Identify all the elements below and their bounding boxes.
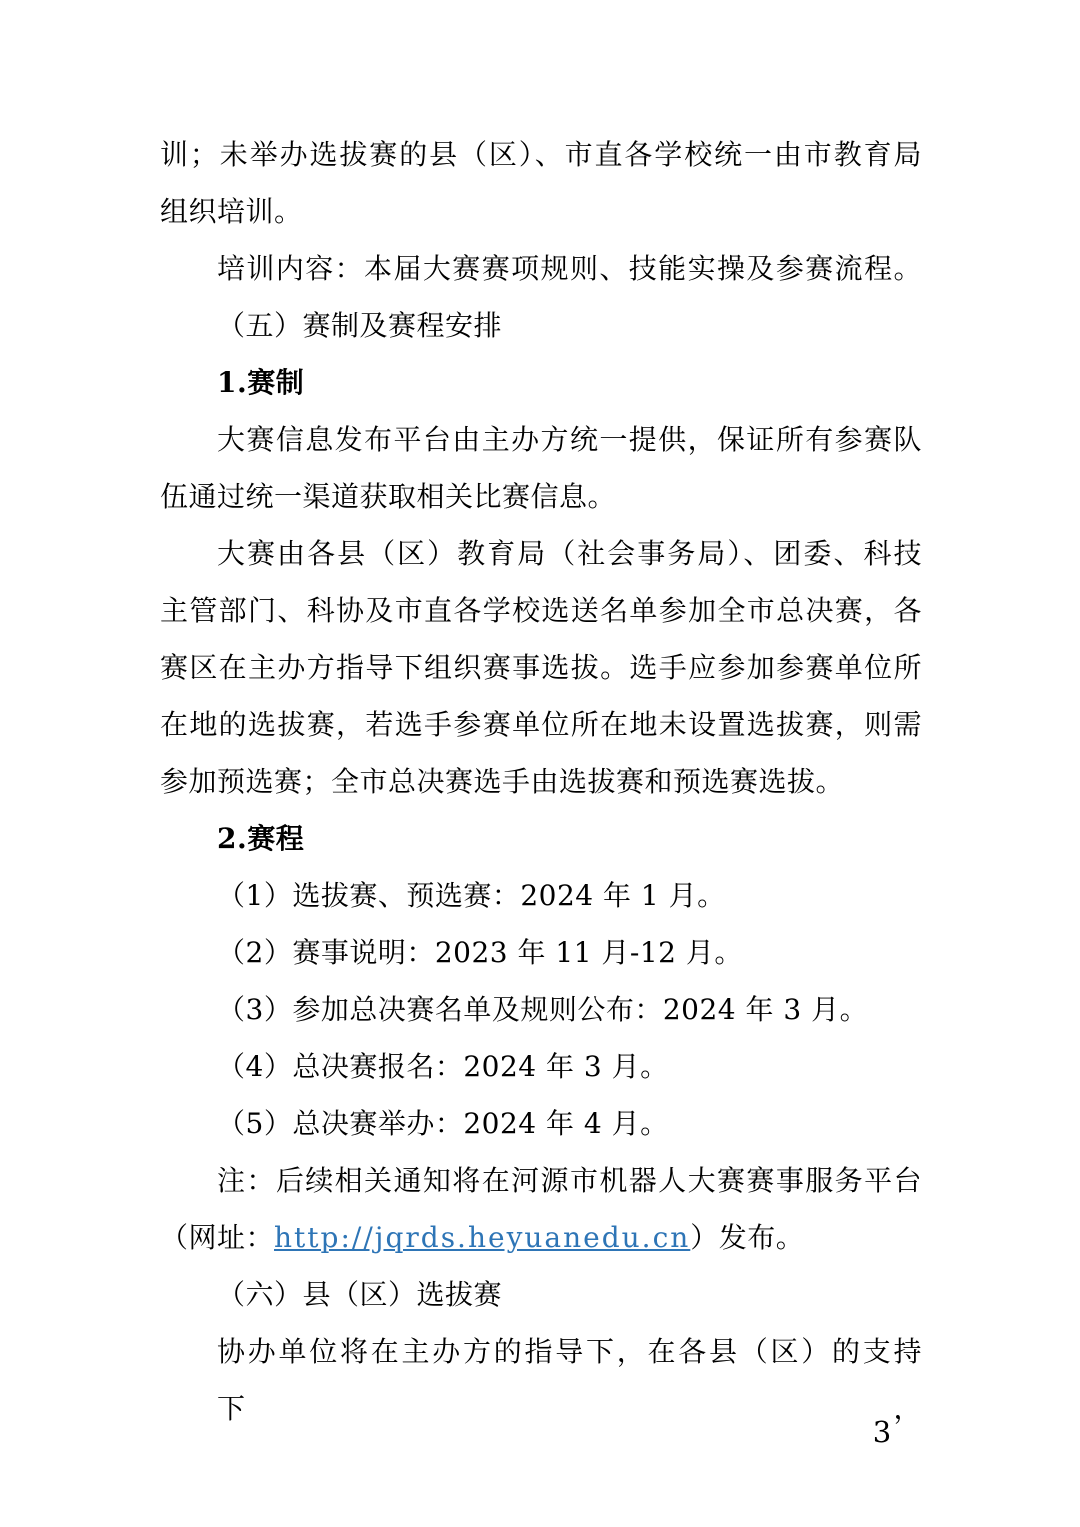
heading-section-5: （五）赛制及赛程安排 <box>217 309 503 342</box>
document-body <box>160 126 922 1425</box>
para-coorganizer-line-1: 协办单位将在主办方的指导下，在各县（区）的支持下， <box>217 1335 922 1425</box>
heading-section-6: （六）县（区）选拔赛 <box>217 1278 503 1311</box>
heading-schedule: 2.赛程 <box>217 822 305 855</box>
schedule-item-2: （2）赛事说明：2023 年 11 月-12 月。 <box>217 936 743 969</box>
para-selection-line-4: 在地的选拔赛，若选手参赛单位所在地未设置选拔赛，则需 <box>160 708 922 741</box>
para-platform-line-2: 伍通过统一渠道获取相关比赛信息。 <box>160 480 617 513</box>
para-training-line-continued: 训；未举办选拔赛的县（区）、市直各学校统一由市教育局 <box>160 138 922 171</box>
para-training-content: 培训内容：本届大赛赛项规则、技能实操及参赛流程。 <box>217 252 922 285</box>
para-selection-line-5: 参加预选赛；全市总决赛选手由选拔赛和预选赛选拔。 <box>160 765 845 798</box>
schedule-item-4: （4）总决赛报名：2024 年 3 月。 <box>217 1050 669 1083</box>
note-line-1: 注：后续相关通知将在河源市机器人大赛赛事服务平台 <box>217 1164 922 1197</box>
para-training-line-end: 组织培训。 <box>160 195 303 228</box>
note-url-suffix: ）发布。 <box>690 1221 805 1254</box>
website-link[interactable]: http://jqrds.heyuanedu.cn <box>274 1221 691 1254</box>
para-selection-line-3: 赛区在主办方指导下组织赛事选拔。选手应参加参赛单位所 <box>160 651 922 684</box>
note-line-2 <box>160 1209 922 1266</box>
schedule-item-5: （5）总决赛举办：2024 年 4 月。 <box>217 1107 669 1140</box>
para-selection-line-2: 主管部门、科协及市直各学校选送名单参加全市总决赛，各 <box>160 594 922 627</box>
page-number: 3 <box>872 1415 892 1449</box>
para-platform-line-1: 大赛信息发布平台由主办方统一提供，保证所有参赛队 <box>217 423 922 456</box>
para-selection-line-1: 大赛由各县（区）教育局（社会事务局）、团委、科技 <box>217 537 922 570</box>
schedule-item-1: （1）选拔赛、预选赛：2024 年 1 月。 <box>217 879 726 912</box>
schedule-item-3: （3）参加总决赛名单及规则公布：2024 年 3 月。 <box>217 993 869 1026</box>
heading-match-system: 1.赛制 <box>217 366 305 399</box>
note-url-prefix: （网址： <box>160 1221 275 1254</box>
